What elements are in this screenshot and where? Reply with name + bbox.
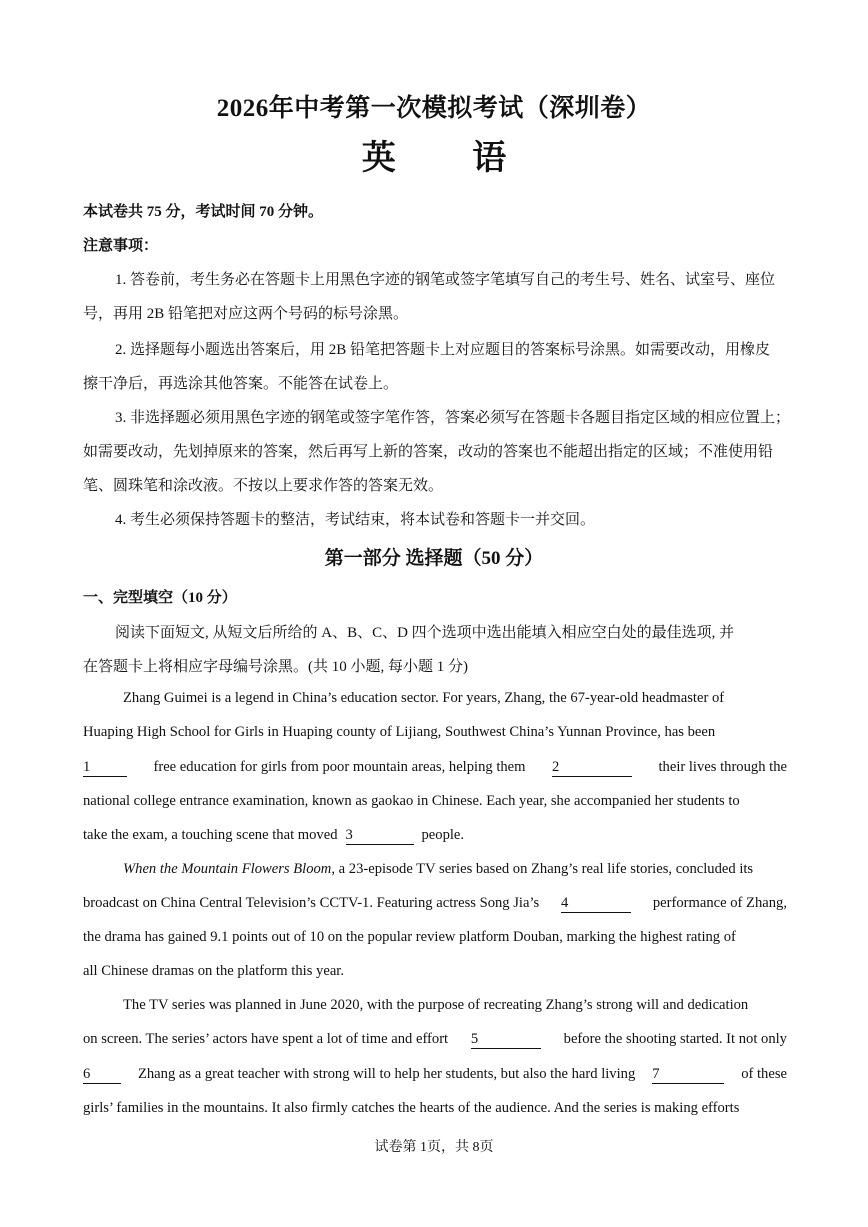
cloze-instructions: 阅读下面短文, 从短文后所给的 A、B、C、D 四个选项中选出能填入相应空白处的最佳选项, 并: [115, 625, 735, 641]
passage-line: [83, 895, 787, 913]
part-one-heading: 第一部分 选择题（50 分）: [324, 548, 544, 569]
passage-line: [83, 1100, 787, 1117]
passage-line: [123, 861, 787, 878]
notice-heading: 注意事项：: [83, 238, 159, 254]
passage-text: before the shooting started. It not only: [563, 1031, 787, 1047]
cloze-instructions-cont: 在答题卡上将相应字母编号涂黑。(共 10 小题, 每小题 1 分): [83, 659, 468, 675]
passage-line: [83, 724, 787, 741]
passage-line: [83, 929, 787, 946]
notice-item-4: 4. 考生必须保持答题卡的整洁，考试结束，将本试卷和答题卡一并交回。: [115, 512, 596, 528]
notice-item-2: 2. 选择题每小题选出答案后，用 2B 铅笔把答题卡上对应题目的答案标号涂黑。如需要改动，用橡皮: [115, 342, 771, 358]
passage-text: national college entrance examination, known as gaokao in Chinese. Each year, she accompanied her students to: [83, 793, 740, 809]
passage-line: [123, 997, 787, 1014]
blank-6: 6: [83, 1066, 121, 1084]
notice-item-1-cont: 号，再用 2B 铅笔把对应这两个号码的标号涂黑。: [83, 306, 409, 322]
passage-text: of these: [741, 1066, 787, 1082]
passage-line: [83, 759, 787, 777]
notice-item-3-cont1: 如需要改动，先划掉原来的答案，然后再写上新的答案，改动的答案也不能超出指定的区域；不准使用铅: [83, 444, 774, 460]
notice-item-3-cont2: 笔、圆珠笔和涂改液。不按以上要求作答的答案无效。: [83, 478, 444, 494]
passage-line: [83, 827, 787, 845]
passage-text: broadcast on China Central Television’s CCTV-1. Featuring actress Song Jia’s: [83, 895, 540, 911]
notice-item-1: 1. 答卷前，考生务必在答题卡上用黑色字迹的钢笔或签字笔填写自己的考生号、姓名、试室号、座位: [115, 272, 776, 288]
subject-title: 英 语: [361, 140, 541, 177]
passage-line: [123, 690, 787, 707]
blank-1: 1: [83, 759, 127, 777]
passage-text: performance of Zhang,: [652, 895, 787, 911]
passage-text: the drama has gained 9.1 points out of 10 on the popular review platform Douban, marking the highest rating of: [83, 929, 736, 945]
passage-text: The TV series was planned in June 2020, with the purpose of recreating Zhang’s strong will and dedication: [123, 997, 749, 1013]
passage-text: Zhang as a great teacher with strong will to help her students, but also the hard living: [137, 1066, 636, 1082]
notice-item-3: 3. 非选择题必须用黑色字迹的钢笔或签字笔作答，答案必须写在答题卡各题目指定区域的相应位置上；: [115, 410, 791, 426]
notice-item-2-cont: 擦干净后，再选涂其他答案。不能答在试卷上。: [83, 376, 399, 392]
passage-text: people.: [421, 827, 465, 843]
blank-5: 5: [471, 1031, 541, 1049]
passage-text: girls’ families in the mountains. It also firmly catches the hearts of the audience. And the series is making efforts: [83, 1100, 740, 1116]
score-time-note: 本试卷共 75 分，考试时间 70 分钟。: [83, 204, 324, 220]
page-footer: 试卷第 1页，共 8页: [374, 1140, 494, 1155]
exam-title: 2026年中考第一次模拟考试（深圳卷）: [216, 95, 652, 122]
blank-4: 4: [561, 895, 631, 913]
blank-2: 2: [552, 759, 632, 777]
passage-text: their lives through the: [658, 759, 787, 775]
blank-3: 3: [346, 827, 414, 845]
passage-text: all Chinese dramas on the platform this year.: [83, 963, 344, 979]
passage-text: take the exam, a touching scene that moved: [83, 827, 338, 843]
passage-text: Zhang Guimei is a legend in China’s education sector. For years, Zhang, the 67-year-old headmaster of: [123, 690, 725, 706]
passage-text: , a 23-episode TV series based on Zhang’s real life stories, concluded its: [331, 861, 754, 877]
passage-text: free education for girls from poor mountain areas, helping them: [153, 759, 526, 775]
passage-text: Huaping High School for Girls in Huaping county of Lijiang, Southwest China’s Yunnan Province, has been: [83, 724, 716, 740]
passage-text: on screen. The series’ actors have spent a lot of time and effort: [83, 1031, 449, 1047]
series-title: When the Mountain Flowers Bloom: [123, 861, 332, 877]
cloze-heading: 一、完型填空（10 分）: [83, 590, 237, 606]
passage-line: [83, 793, 787, 810]
passage-line: [83, 1066, 787, 1084]
passage-line: [83, 1031, 787, 1049]
passage-line: [83, 963, 787, 980]
blank-7: 7: [652, 1066, 724, 1084]
